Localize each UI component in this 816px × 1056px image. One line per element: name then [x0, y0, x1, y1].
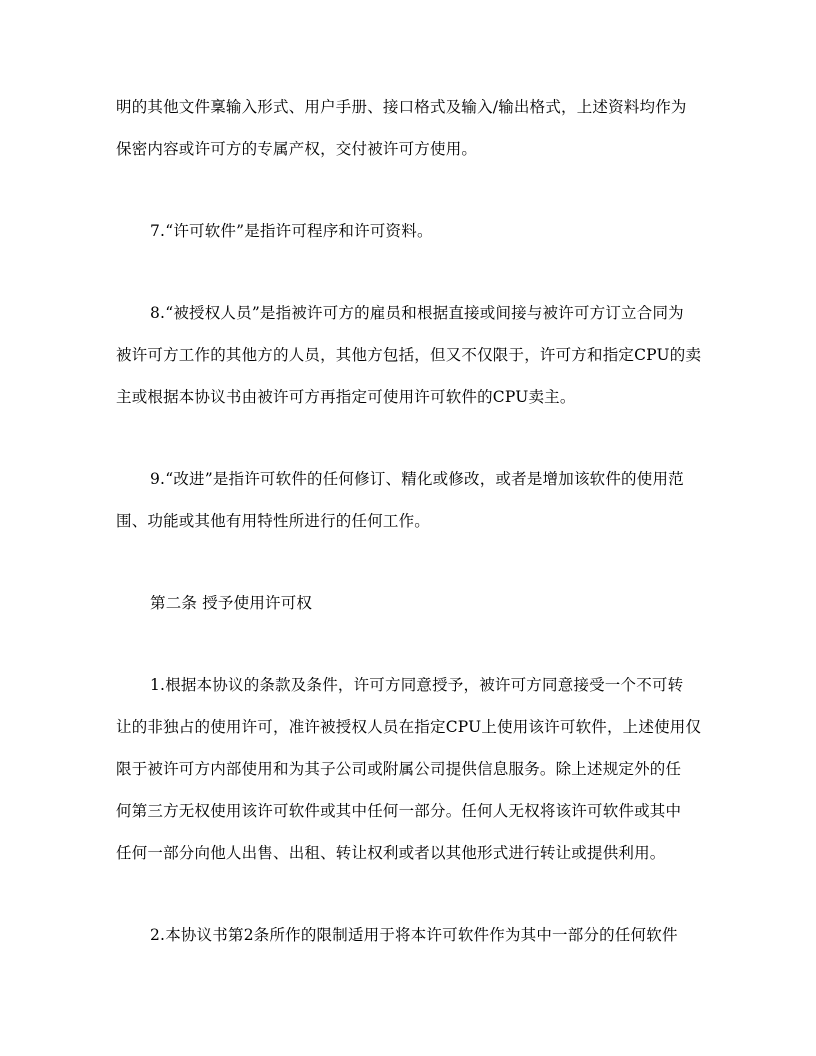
clause-2-line-1: 2.本协议书第2条所作的限制适用于将本许可软件作为其中一部分的任何软件: [150, 926, 678, 944]
definition-7: 7.“许可软件”是指许可程序和许可资料。: [150, 222, 433, 240]
clause-1-line-4: 何第三方无权使用该许可软件或其中任何一部分。任何人无权将该许可软件或其中: [116, 802, 682, 820]
clause-1-line-5: 任何一部分向他人出售、出租、转让权利或者以其他形式进行转让或提供利用。: [116, 844, 666, 862]
article-2-heading: 第二条 授予使用许可权: [150, 594, 313, 612]
definition-9-line-2: 围、功能或其他有用特性所进行的任何工作。: [116, 512, 431, 530]
definition-8-line-3: 主或根据本协议书由被许可方再指定可使用许可软件的CPU卖主。: [116, 388, 576, 406]
definition-8-line-1: 8.“被授权人员”是指被许可方的雇员和根据直接或间接与被许可方订立合同为: [150, 304, 684, 322]
body-line-1: 明的其他文件稟输入形式、用户手册、接口格式及输入/输出格式，上述资料均作为: [116, 98, 687, 116]
definition-9-line-1: 9.“改进”是指许可软件的任何修订、精化或修改，或者是增加该软件的使用范: [150, 470, 684, 488]
clause-1-line-1: 1.根据本协议的条款及条件，许可方同意授予，被许可方同意接受一个不可转: [150, 676, 684, 694]
clause-1-line-3: 限于被许可方内部使用和为其子公司或附属公司提供信息服务。除上述规定外的任: [116, 760, 682, 778]
clause-1-line-2: 让的非独占的使用许可，准许被授权人员在指定CPU上使用该许可软件，上述使用仅: [116, 718, 702, 736]
body-line-2: 保密内容或许可方的专属产权，交付被许可方使用。: [116, 140, 478, 158]
definition-8-line-2: 被许可方工作的其他方的人员，其他方包括，但又不仅限于，许可方和指定CPU的卖: [116, 346, 702, 364]
